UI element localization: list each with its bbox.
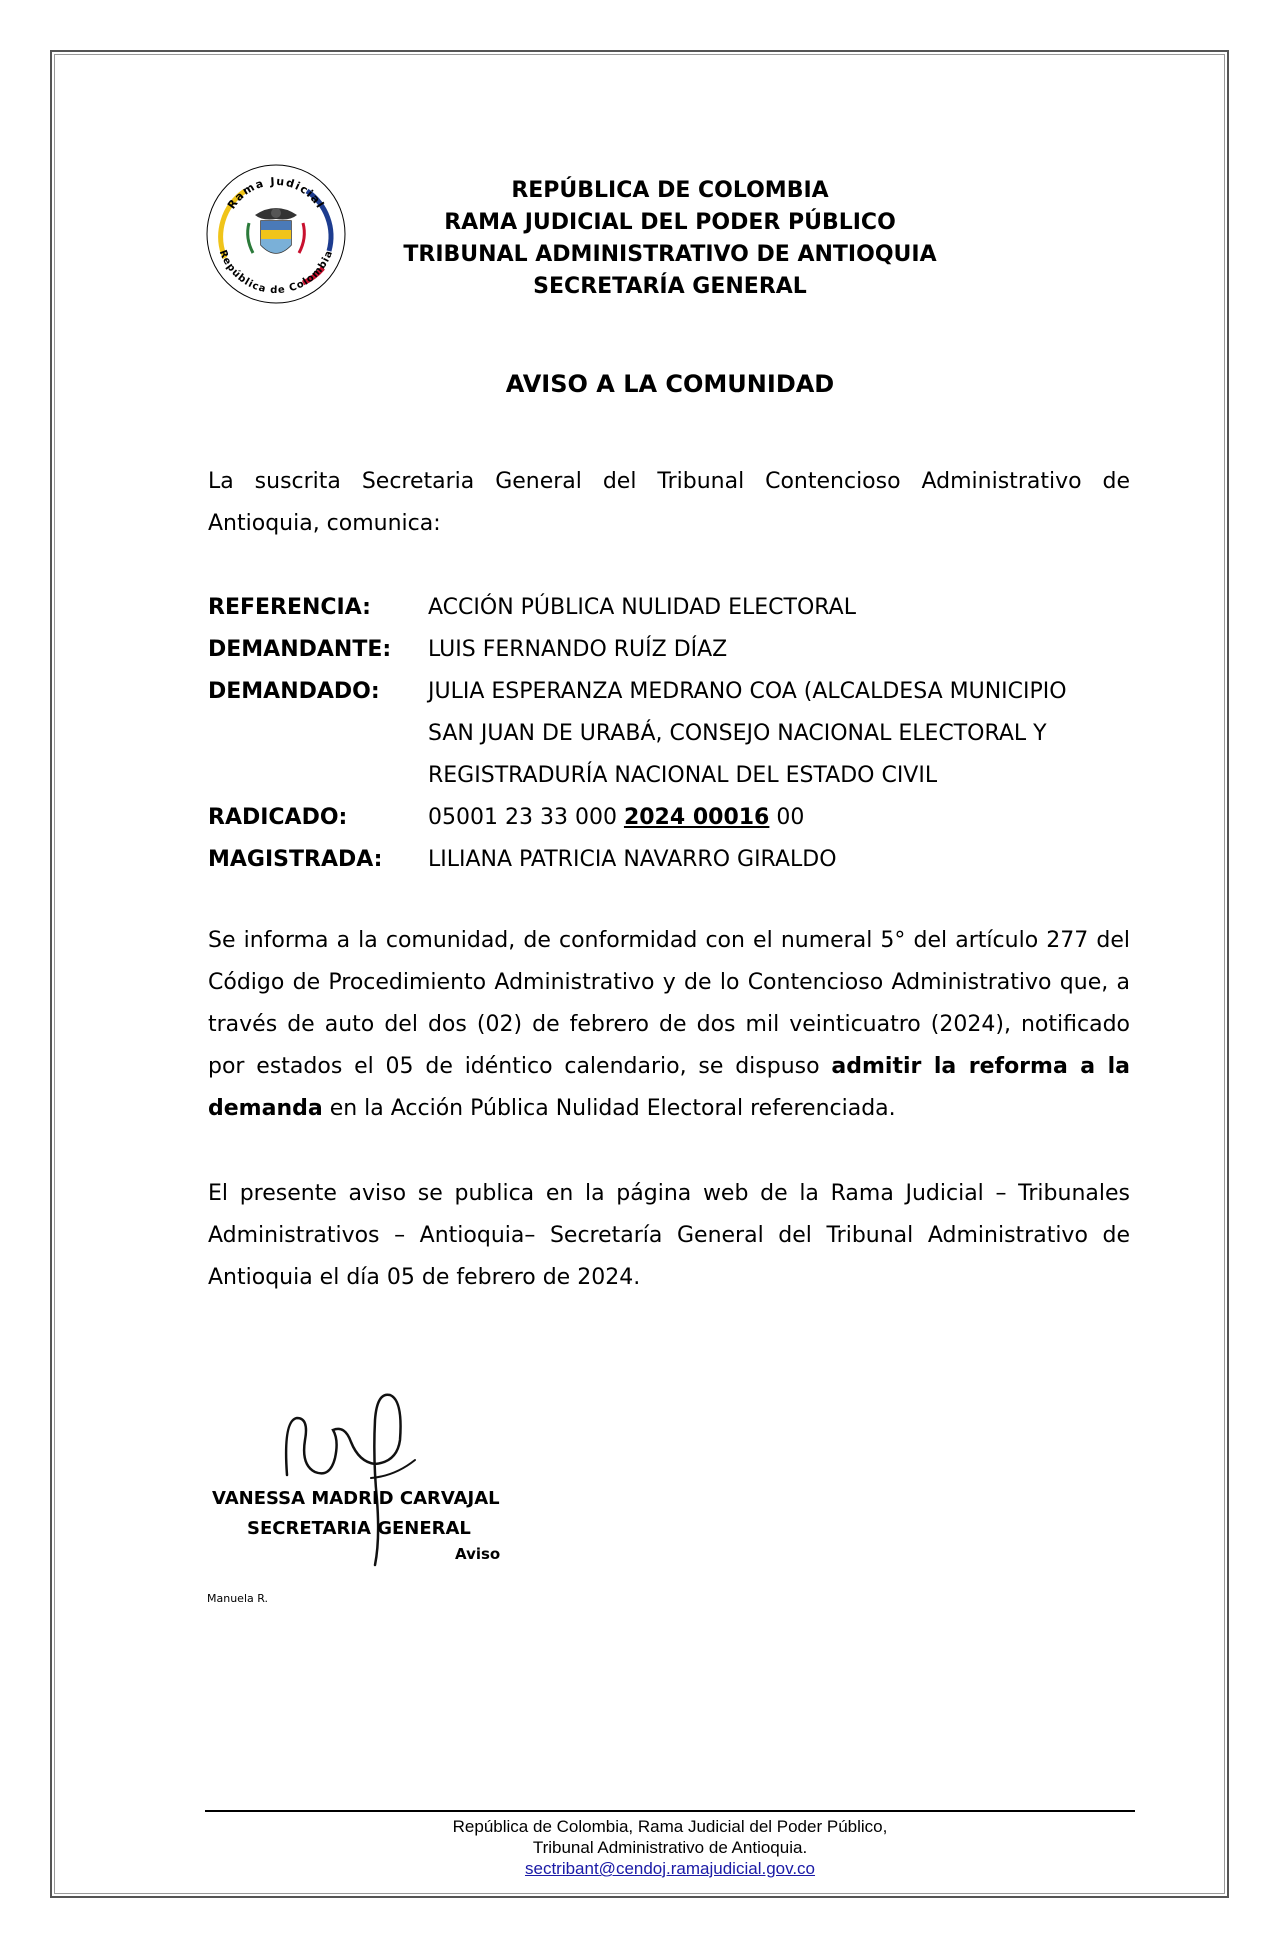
signer-role: SECRETARIA GENERAL	[247, 1518, 471, 1539]
filing-number-highlight: 2024 00016	[623, 805, 770, 830]
intro-paragraph: La suscrita Secretaria General del Tribunal Contencioso Administrativo de Antioquia, comunica:	[208, 469, 1130, 536]
defendant-value-line1: JULIA ESPERANZA MEDRANO COA (ALCALDESA MUNICIPIO	[428, 679, 1067, 704]
magistrate-label: MAGISTRADA:	[208, 847, 383, 872]
notice-body-part1: Se informa a la comunidad, de conformidad con el numeral 5° del artículo 277 del Código de Procedimiento Administrativo y de lo Contencioso Administrativo que, a través de auto del dos (02) de febrero de dos mil veinticuatro (2024), notificado por estados el 05 de idéntico calendario, se dispuso	[208, 928, 1130, 1079]
header-office: SECRETARÍA GENERAL	[533, 274, 807, 299]
defendant-row-cont	[208, 713, 1148, 755]
reference-value: ACCIÓN PÚBLICA NULIDAD ELECTORAL	[428, 595, 856, 620]
notice-body-bold: admitir la reforma a la demanda	[208, 1054, 1131, 1121]
header-tribunal: TRIBUNAL ADMINISTRATIVO DE ANTIOQUIA	[403, 242, 937, 267]
signature-block	[212, 1484, 512, 1544]
document-header	[320, 175, 1020, 303]
signature-note: Aviso	[455, 1545, 501, 1563]
notice-body-part2: en la Acción Pública Nulidad Electoral referenciada.	[322, 1096, 896, 1121]
header-country: REPÚBLICA DE COLOMBIA	[511, 178, 829, 203]
plaintiff-value: LUIS FERNANDO RUÍZ DÍAZ	[428, 637, 728, 662]
plaintiff-label: DEMANDANTE:	[208, 637, 392, 662]
filing-number-suffix: 00	[769, 805, 805, 830]
footer-divider	[205, 1810, 1135, 1812]
header-branch: RAMA JUDICIAL DEL PODER PÚBLICO	[444, 210, 896, 235]
footer-email-link[interactable]: sectribant@cendoj.ramajudicial.gov.co	[524, 1859, 816, 1878]
reference-label: REFERENCIA:	[208, 595, 371, 620]
filing-number-value	[428, 797, 1148, 839]
document-title: AVISO A LA COMUNIDAD	[505, 370, 835, 398]
footer-line2: Tribunal Administrativo de Antioquia.	[532, 1838, 808, 1857]
magistrate-value: LILIANA PATRICIA NAVARRO GIRALDO	[428, 847, 837, 872]
seal-bottom-text: República de Colombia	[216, 248, 336, 297]
filing-number-prefix: 05001 23 33 000	[428, 805, 624, 830]
signer-name: VANESSA MADRID CARVAJAL	[212, 1488, 500, 1509]
page-footer	[320, 1816, 1020, 1879]
plaintiff-row	[208, 629, 1148, 671]
filing-number-label: RADICADO:	[208, 805, 348, 830]
seal-top-text: Rama Judicial	[224, 174, 328, 212]
drafter-initials: Manuela R.	[207, 1592, 268, 1605]
footer-line1: República de Colombia, Rama Judicial del Poder Público,	[452, 1817, 888, 1836]
publication-paragraph: El presente aviso se publica en la página web de la Rama Judicial – Tribunales Administrativos – Antioquia– Secretaría General del Tribunal Administrativo de Antioquia el día 05 de febrero de 2024.	[208, 1181, 1130, 1290]
case-references	[208, 587, 1148, 881]
defendant-value-line3: REGISTRADURÍA NACIONAL DEL ESTADO CIVIL	[428, 763, 938, 788]
reference-row	[208, 587, 1148, 629]
defendant-value-line2: SAN JUAN DE URABÁ, CONSEJO NACIONAL ELECTORAL Y	[428, 721, 1047, 746]
magistrate-row	[208, 839, 1148, 881]
defendant-label: DEMANDADO:	[208, 679, 380, 704]
notice-body-paragraph	[208, 920, 1130, 1130]
filing-number-row	[208, 797, 1148, 839]
defendant-row	[208, 671, 1148, 713]
defendant-row-cont	[208, 755, 1148, 797]
